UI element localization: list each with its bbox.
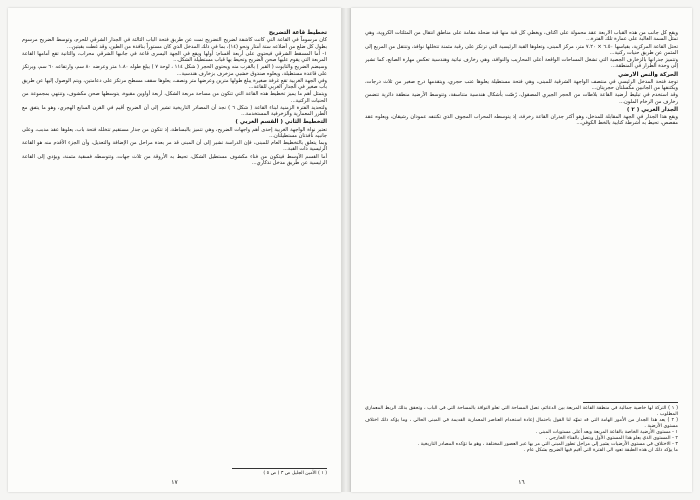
footnote: ( ٢ ) يعد هذا الجدار من الأمور الهامة التي قد تمهّد لنا القول باحتمال إعادة استخدام العناصر المعمارية القديمة في المبنى الحالي ، وما يؤكد ذلك اختلاف مستوى الأرضية . — [365, 418, 678, 429]
footnote-rule — [583, 402, 678, 403]
paragraph: كان مرسوماً في القاعة التي كانت كاشفة لضريح التضريح تمت عن طريق فتحة الباب الثالثة في الجدار الشرقي للحرم، وتوسط الضريح مرسوم بطول كل ضلع من أضلاعه ستة أمتار ونحو (١٤)، بما في ذلك المدخل الذي كان مستوراً بنافذة من الطين، وقد غطت بقبتين... — [22, 37, 327, 50]
section-heading: التخطيط الثاني ( القسم الغربي ) — [235, 119, 327, 126]
paragraph: وسيضم الضريح والتابوت ( القبر ) بالقرب منه ويحتوي الحجر ( شكل ١١٤ ، لوحة ٧ ) يبلغ طوله ١.٨٠ متر وعرضه ٨٠ سم، وارتفاعه ٦٠ سم، ويرتكز على قاعدة مستطيلة، ويعلوه صندوق خشبي مزخرف بزخارف هندسية... — [22, 64, 327, 77]
paragraph: وتتميز جدرانها بالزخارف الجصية التي تشغل المساحات الواقعة أعلى المحاريب والنوافذ، وهي زخارف نباتية وهندسية تعكس مهارة الصانع، كما تشير إلى وحدة الطراز في المنطقة... — [365, 57, 678, 70]
left-page-body — [22, 28, 327, 446]
right-page — [351, 8, 692, 492]
footnote: ( ١ ) التركة لها خاصية جمالية في منطقة القاعة المربعة بين الدعائم، تصل المساحة التي تعلو النوافذ بالمساحة التي في الباب ، وتحقق بذلك الربط المعماري المطلوب . — [365, 406, 678, 417]
page-number: ١٦ — [518, 479, 525, 486]
section-heading: الجدار الغربي ( ٢ ) — [626, 106, 678, 113]
section-heading: الحركة والنص الارضي — [618, 71, 678, 78]
footnote-rule — [232, 468, 327, 469]
footnote: ( ١ ) الأمين الجليل ص ٣ ( ص ٥ ) — [263, 470, 327, 476]
left-page-heading: تخطيط قاعة التضريح — [268, 30, 327, 36]
paragraph: وفي الجهة الغربية تقع غرفة صغيرة يبلغ طولها مترين وعرضها متر ونصف، يعلوها سقف مسطح مرتكز على دعامتين، ويتم الوصول إليها عن طريق باب صغير في الجدار الغربي للقاعة... — [22, 77, 327, 90]
paragraph: توجد فتحة المدخل الرئيسي في منتصف الواجهة الشرقية للمبنى، وهي فتحة مستطيلة يعلوها عتب حجري، ويتقدمها درج صغير من ثلاث درجات، ويكتنفها من الجانبين مكسلتان حجريتان... — [365, 78, 678, 91]
paragraph: ١- أما المسقط الشرقي فيحتوي على أربعة أقسام: أولها ويقع في الجهة اليسرى قاعة في جانبها الشرقي محراب، والثانية تقع أمامها القاعة المربعة التي يقوم عليها صحن الضريح وتحيط بها قباب مستطيلة الشكل... — [22, 50, 327, 63]
right-page-footnotes — [365, 402, 678, 454]
right-page-body — [365, 30, 678, 352]
paragraph: ولتحديد الفترة الزمنية لبناء القاعة ( شكل ٦ ) نجد أن المصادر التاريخية تشير إلى أن الضريح أقيم في القرن السابع الهجري، وهو ما يتفق مع الطرز المعمارية والزخرفية المستخدمة... — [22, 104, 327, 117]
footnote: ١ - مستوى الأرضية الخاصة بالقاعة المربعة ويعد أعلى مستويات المبنى . — [535, 430, 678, 435]
paragraph: وقد استخدم في تبليط أرضية القاعة بلاطات من الحجر الجيري المصقول، رُصّت بأشكال هندسية متناسقة، وتتوسط الأرضية منطقة دائرية تتضمن زخارف من الرخام الملون... — [365, 92, 678, 105]
paragraph: تحتل القاعة المركزية، بقياسها ٦.٥٠ × ٧.٢٠ متر، مركز المبنى، وتعلوها القبة الرئيسية التي ترتكز على رقبة مثمنة تتخللها نوافذ، وتنتقل من المربع إلى المثمن عن طريق حنيات ركنية... — [365, 43, 678, 56]
footnote: ما يؤكد ذلك ان هذه الطبقة تعود الى الفترة التي أقيم فيها الضريح بشكل عام . — [523, 448, 678, 453]
paragraph: ويتمثل أهم ما يميز تخطيط هذه القاعة التي تتكون من مساحة مربعة الشكل، أربعة أواوين مقبوة، يتوسطها صحن مكشوف، وتنتهي بمجموعة من الحنيات الركنية... — [22, 91, 327, 104]
paragraph: وبما يتعلق بالتخطيط العام للمبنى، فإن الدراسة تشير إلى أن المبنى قد مر بعدة مراحل من الإضافة والتعديل، وأن الجزء الأقدم منه هو القاعة الرئيسية ذات القبة... — [22, 140, 327, 153]
left-page — [8, 8, 341, 492]
paragraph: ويقع هذا الجدار في الجهة المقابلة للمدخل، وهو أكثر جدران القاعة زخرفة، إذ يتوسطه المحراب المجوف الذي تكتنفه عمودان رشيقان، ويعلوه عقد مفصص، تحيط به أشرطة كتابية بالخط الكوفي... — [365, 114, 678, 127]
paragraph: أما القسم الأوسط فيتكون من فناء مكشوف مستطيل الشكل، تحيط به الأروقة من ثلاث جهات، وتتوسطه فسقية مثمنة، ويؤدي إلى القاعة الرئيسية عن طريق مدخل تذكاري... — [22, 153, 327, 166]
footnote: ٢ - المستوى الذي يعلو هذا المستوى الأول ويتصل بالفناء الخارجي . — [545, 436, 678, 441]
page-number: ١٧ — [171, 479, 178, 486]
paragraph: تعتبر نواة الواجهة الغربية إحدى أهم واجهات الضريح، وهي تتميز بالبساطة، إذ تتكون من جدار مستقيم تتخلله فتحة باب، يعلوها عقد مدبب، وعلى جانبيه نافذتان مستطيلتان... — [22, 126, 327, 139]
book-gutter — [341, 8, 351, 492]
footnote: ٣ - الاختلاف في مستوى الأرضيات يشير إلى مراحل تطور المبنى التي مر بها عبر العصور المختلفة ، وهو ما تؤكده المصادر التاريخية . — [417, 442, 678, 447]
left-page-footnotes — [22, 468, 327, 476]
paragraph: ويقع كل جانب من هذه القباب الأربعة عقد محمولة على أكتاف، ويغطي كل قبة منها قبة ضحلة مقامة على مناطق انتقال من المثلثات الكروية، وهي تمثل السمة الغالبة على عمارة تلك الفترة... — [365, 30, 678, 43]
